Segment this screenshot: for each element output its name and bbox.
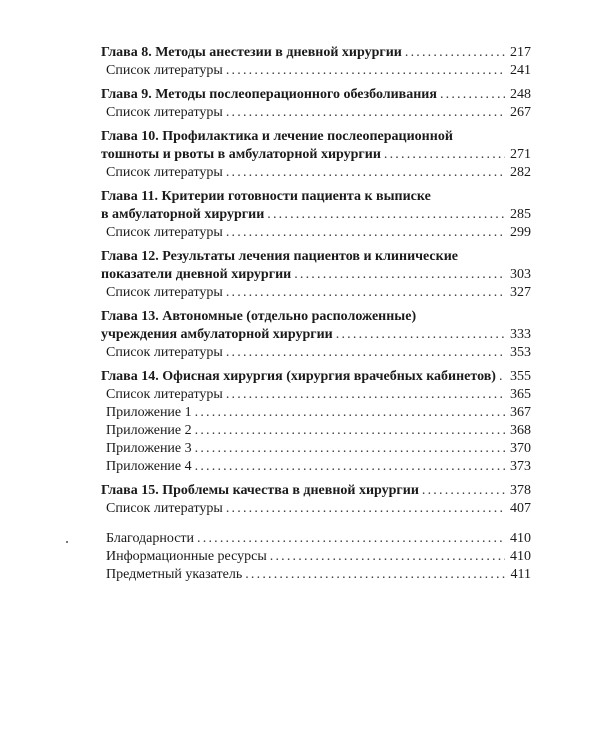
toc-sub-entry bbox=[101, 62, 531, 80]
dot-leader bbox=[195, 404, 505, 422]
toc-page-number: 267 bbox=[510, 105, 531, 120]
dot-leader bbox=[197, 530, 505, 548]
toc-entry-title: показатели дневной хирургии bbox=[101, 267, 292, 282]
scan-speck bbox=[66, 541, 68, 543]
toc-entry-title: Приложение 2 bbox=[106, 423, 192, 438]
toc-sub-entry bbox=[101, 566, 531, 584]
toc-sub-entry bbox=[101, 422, 531, 440]
toc-page-number: 370 bbox=[510, 441, 531, 456]
toc-entry-title: Глава 8. Методы анестезии в дневной хирургии bbox=[101, 45, 402, 60]
dot-leader bbox=[270, 548, 505, 566]
toc-chapter-entry bbox=[101, 86, 531, 104]
toc-entry-title: Список литературы bbox=[106, 105, 223, 120]
dot-leader bbox=[336, 326, 505, 344]
dot-leader bbox=[294, 266, 505, 284]
dot-leader bbox=[384, 146, 505, 164]
toc-sub-entry bbox=[101, 458, 531, 476]
toc-entry-title: Список литературы bbox=[106, 225, 223, 240]
toc-entry-title-line1: Глава 12. Результаты лечения пациентов и клинические bbox=[101, 249, 458, 264]
toc-page-number: 353 bbox=[510, 345, 531, 360]
dot-leader bbox=[226, 224, 505, 242]
toc-page-number: 327 bbox=[510, 285, 531, 300]
toc-chapter-entry bbox=[101, 44, 531, 62]
toc-sub-entry bbox=[101, 404, 531, 422]
toc-page-number: 299 bbox=[510, 225, 531, 240]
toc-entry-title: Глава 9. Методы послеоперационного обезболивания bbox=[101, 87, 437, 102]
dot-leader bbox=[405, 44, 505, 62]
toc-page-number: 365 bbox=[510, 387, 531, 402]
toc-page-number: 407 bbox=[510, 501, 531, 516]
toc-sub-entry bbox=[101, 284, 531, 302]
toc-page-number: 282 bbox=[510, 165, 531, 180]
toc-page-number: 248 bbox=[510, 87, 531, 102]
dot-leader bbox=[422, 482, 505, 500]
dot-leader bbox=[195, 422, 505, 440]
toc-entry-title: Список литературы bbox=[106, 501, 223, 516]
toc-sub-entry bbox=[101, 386, 531, 404]
toc-chapter-entry bbox=[101, 248, 531, 284]
toc-entry-title: Приложение 1 bbox=[106, 405, 192, 420]
toc-sub-entry bbox=[101, 548, 531, 566]
toc-page-number: 285 bbox=[510, 207, 531, 222]
toc-chapter-entry bbox=[101, 308, 531, 344]
toc-entry-title: Список литературы bbox=[106, 165, 223, 180]
table-of-contents bbox=[101, 44, 531, 584]
dot-leader bbox=[195, 440, 505, 458]
toc-sub-entry bbox=[101, 164, 531, 182]
toc-sub-entry bbox=[101, 440, 531, 458]
toc-page-number: 410 bbox=[510, 531, 531, 546]
toc-entry-title: Приложение 3 bbox=[106, 441, 192, 456]
dot-leader bbox=[245, 566, 505, 584]
toc-page-number: 241 bbox=[510, 63, 531, 78]
toc-sub-entry bbox=[101, 344, 531, 362]
toc-entry-title-line1: Глава 10. Профилактика и лечение послеоперационной bbox=[101, 129, 453, 144]
toc-sub-entry bbox=[101, 224, 531, 242]
toc-page-number: 355 bbox=[510, 369, 531, 384]
dot-leader bbox=[226, 284, 505, 302]
toc-page-number: 410 bbox=[510, 549, 531, 564]
toc-entry-title: Глава 14. Офисная хирургия (хирургия врачебных кабинетов) bbox=[101, 369, 496, 384]
toc-entry-title: Список литературы bbox=[106, 387, 223, 402]
toc-entry-title-line1: Глава 13. Автономные (отдельно расположенные) bbox=[101, 309, 417, 324]
toc-chapter-entry bbox=[101, 368, 531, 386]
toc-page-number: 217 bbox=[510, 45, 531, 60]
toc-page-number: 271 bbox=[510, 147, 531, 162]
toc-entry-title: учреждения амбулаторной хирургии bbox=[101, 327, 333, 342]
toc-page-number: 333 bbox=[510, 327, 531, 342]
toc-entry-title: Информационные ресурсы bbox=[106, 549, 267, 564]
toc-entry-title: Приложение 4 bbox=[106, 459, 192, 474]
dot-leader bbox=[226, 344, 505, 362]
toc-entry-title: тошноты и рвоты в амбулаторной хирургии bbox=[101, 147, 381, 162]
toc-entry-title: Глава 15. Проблемы качества в дневной хирургии bbox=[101, 483, 419, 498]
dot-leader bbox=[440, 86, 505, 104]
dot-leader bbox=[226, 500, 505, 518]
toc-chapter-entry bbox=[101, 188, 531, 224]
dot-leader bbox=[226, 62, 505, 80]
toc-chapter-entry bbox=[101, 128, 531, 164]
toc-entry-title: Список литературы bbox=[106, 63, 223, 78]
toc-entry-title: Список литературы bbox=[106, 345, 223, 360]
dot-leader bbox=[226, 386, 505, 404]
toc-page-number: 303 bbox=[510, 267, 531, 282]
toc-page-number: 368 bbox=[510, 423, 531, 438]
toc-entry-title: Благодарности bbox=[106, 531, 195, 546]
dot-leader bbox=[226, 164, 505, 182]
toc-page-number: 411 bbox=[510, 567, 531, 582]
toc-entry-title: Список литературы bbox=[106, 285, 223, 300]
toc-sub-entry bbox=[101, 500, 531, 518]
dot-leader bbox=[499, 368, 505, 386]
toc-entry-title: в амбулаторной хирургии bbox=[101, 207, 265, 222]
dot-leader bbox=[267, 206, 505, 224]
toc-sub-entry bbox=[101, 104, 531, 122]
toc-entry-title: Предметный указатель bbox=[106, 567, 243, 582]
toc-sub-entry bbox=[101, 530, 531, 548]
toc-chapter-entry bbox=[101, 482, 531, 500]
toc-page-number: 373 bbox=[510, 459, 531, 474]
toc-entry-title-line1: Глава 11. Критерии готовности пациента к выписке bbox=[101, 189, 431, 204]
toc-page-number: 378 bbox=[510, 483, 531, 498]
dot-leader bbox=[195, 458, 505, 476]
toc-page-number: 367 bbox=[510, 405, 531, 420]
dot-leader bbox=[226, 104, 505, 122]
